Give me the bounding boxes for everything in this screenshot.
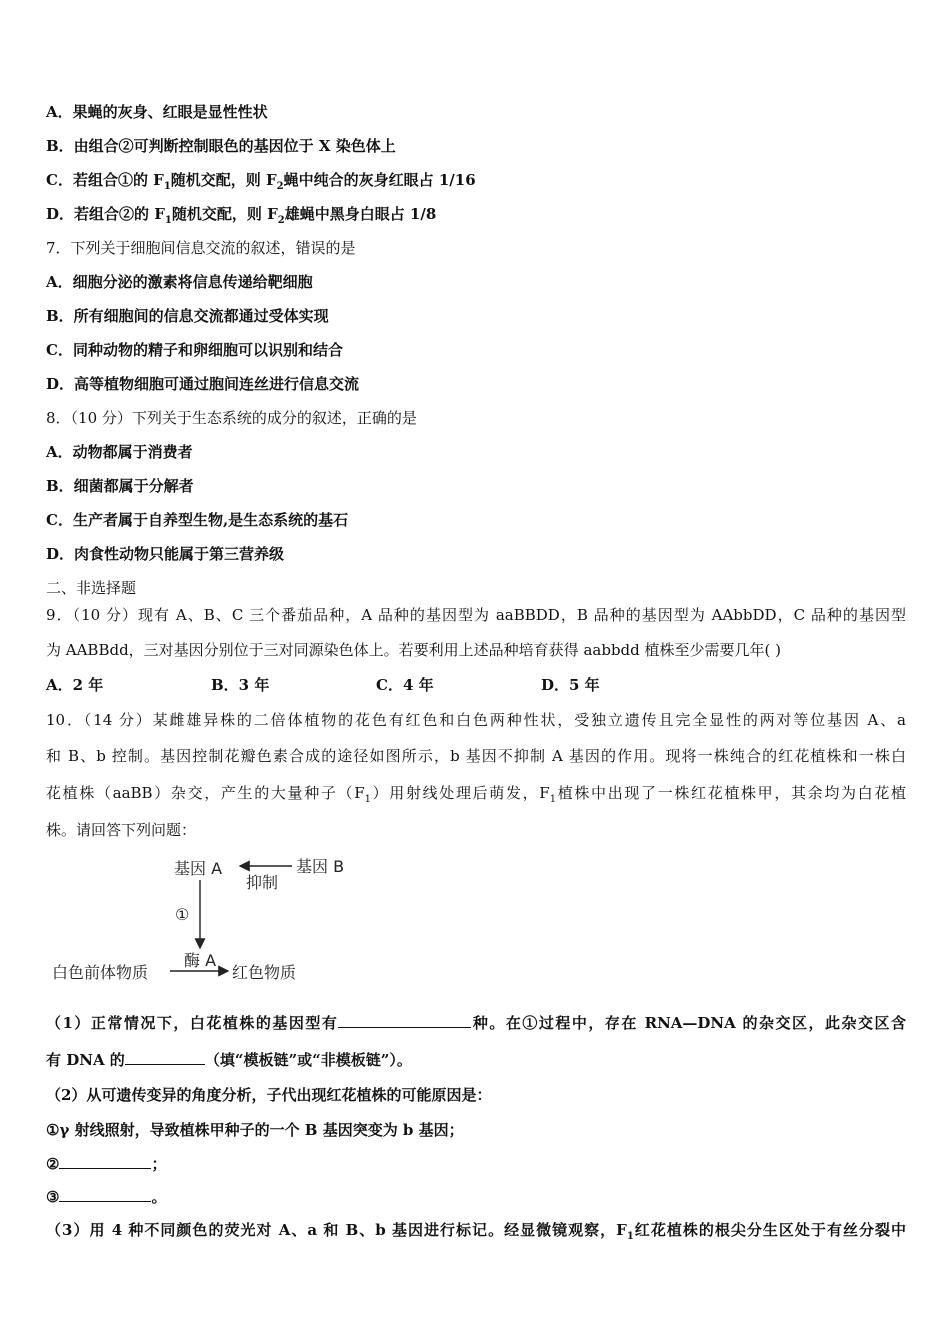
q10-stem-line2: 和 B、b 控制。基因控制花瓣色素合成的途径如图所示，b 基因不抑制 A 基因的作用。现将一株纯合的红花植株和一株白 <box>46 747 906 765</box>
sub1-text: 种。在①过程中，存在 RNA—DNA 的杂交区，此杂交区含 <box>471 1014 906 1032</box>
q7-option-d: D．高等植物细胞可通过胞间连丝进行信息交流 <box>46 375 360 393</box>
subscript: 1 <box>549 794 557 803</box>
punctuation: ； <box>151 1155 167 1173</box>
q10-stem-line1: 10．（14 分）某雌雄异株的二倍体植物的花色有红色和白色两种性状，受独立遗传且完全显性的两对等位基因 A、a <box>46 711 906 729</box>
q6-option-c-text: 随机交配，则 F <box>170 171 277 189</box>
q6-option-c-text: C．若组合①的 F <box>46 171 164 189</box>
sub3-line1 <box>46 1220 906 1240</box>
diagram-gene-b: 基因 B <box>296 857 345 876</box>
q10-text: 植株中出现了一株红花植株甲，其余均为白花植 <box>556 784 906 802</box>
subscript: 1 <box>626 1231 634 1240</box>
sub2-stem: （2）从可遗传变异的角度分析，子代出现红花植株的可能原因是： <box>46 1086 492 1104</box>
q7-option-a: A．细胞分泌的激素将信息传递给靶细胞 <box>46 273 313 291</box>
q6-option-c <box>46 170 906 190</box>
q8-option-a: A．动物都属于消费者 <box>46 443 193 461</box>
sub1-text: （填“模板链”或“非模板链”）。 <box>204 1051 412 1069</box>
q9-option-a: A．2 年 <box>46 676 104 694</box>
q6-option-d <box>46 204 906 224</box>
sub2-reason-3 <box>46 1187 906 1207</box>
q10-text: 花植株（aaBB）杂交，产生的大量种子（F <box>46 784 365 802</box>
diagram-product: 红色物质 <box>232 963 297 982</box>
answer-blank[interactable] <box>338 1013 471 1028</box>
punctuation: 。 <box>151 1188 167 1206</box>
reason-number: ② <box>46 1155 60 1173</box>
q10-stem-line3 <box>46 783 906 803</box>
q9-stem-line2: 为 AABBdd，三对基因分别位于三对同源染色体上。若要利用上述品种培育获得 aabbdd 植株至少需要几年( ) <box>46 641 781 659</box>
diagram-inhibit-label: 抑制 <box>246 873 279 892</box>
diagram-gene-a: 基因 A <box>174 859 223 878</box>
q8-option-d: D．肉食性动物只能属于第三营养级 <box>46 545 285 563</box>
q6-option-b: B．由组合②可判断控制眼色的基因位于 X 染色体上 <box>46 137 396 155</box>
q8-stem: 8．（10 分）下列关于生态系统的成分的叙述，正确的是 <box>46 409 417 427</box>
subscript: 2 <box>276 181 284 192</box>
reason-number: ③ <box>46 1188 60 1206</box>
sub1-line1 <box>46 1013 906 1033</box>
subscript: 2 <box>277 215 285 226</box>
sub3-text: 红花植株的根尖分生区处于有丝分裂中 <box>633 1221 906 1239</box>
diagram-step-label: ① <box>175 905 190 924</box>
q6-option-a: A．果蝇的灰身、红眼是显性性状 <box>46 103 268 121</box>
subscript: 1 <box>364 794 371 803</box>
subscript: 1 <box>164 215 172 226</box>
q8-option-b: B．细菌都属于分解者 <box>46 477 194 495</box>
q7-option-b: B．所有细胞间的信息交流都通过受体实现 <box>46 307 329 325</box>
q10-text: ）用射线处理后萌发，F <box>370 784 550 802</box>
diagram-substrate: 白色前体物质 <box>52 963 149 982</box>
q8-option-c: C．生产者属于自养型生物,是生态系统的基石 <box>46 511 349 529</box>
sub1-line2 <box>46 1050 906 1070</box>
sub2-reason-1: ①γ 射线照射，导致植株甲种子的一个 B 基因突变为 b 基因； <box>46 1121 464 1139</box>
q6-option-c-text: 蝇中纯合的灰身红眼占 1/16 <box>283 171 476 189</box>
q9-option-c: C．4 年 <box>376 676 434 694</box>
q6-option-d-text: D．若组合②的 F <box>46 205 165 223</box>
q9-option-d: D．5 年 <box>541 676 600 694</box>
answer-blank[interactable] <box>59 1154 151 1169</box>
answer-blank[interactable] <box>125 1050 205 1065</box>
q6-option-d-text: 随机交配，则 F <box>171 205 278 223</box>
q7-stem: 7．下列关于细胞间信息交流的叙述，错误的是 <box>46 239 356 257</box>
section-heading: 二、非选择题 <box>46 579 137 597</box>
sub1-text: 有 DNA 的 <box>46 1051 125 1069</box>
q7-option-c: C．同种动物的精子和卵细胞可以识别和结合 <box>46 341 343 359</box>
answer-blank[interactable] <box>59 1187 151 1202</box>
pathway-diagram <box>50 852 355 992</box>
sub3-text: （3）用 4 种不同颜色的荧光对 A、a 和 B、b 基因进行标记。经显微镜观察，F <box>46 1221 627 1239</box>
sub1-text: （1）正常情况下，白花植株的基因型有 <box>46 1014 339 1032</box>
q10-stem-line4: 株。请回答下列问题： <box>46 821 197 839</box>
sub2-reason-2 <box>46 1154 906 1174</box>
diagram-enzyme-label: 酶 A <box>184 951 217 970</box>
subscript: 1 <box>163 181 171 192</box>
q9-stem-line1: 9．（10 分）现有 A、B、C 三个番茄品种，A 品种的基因型为 aaBBDD，B 品种的基因型为 AAbbDD，C 品种的基因型 <box>46 606 906 624</box>
q6-option-d-text: 雄蝇中黑身白眼占 1/8 <box>284 205 437 223</box>
q9-option-b: B．3 年 <box>211 676 270 694</box>
